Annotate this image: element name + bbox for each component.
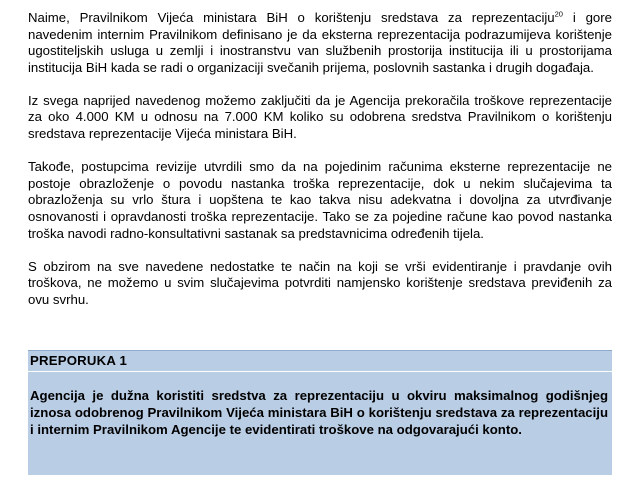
recommendation-title: PREPORUKA 1 <box>30 353 127 368</box>
document-body <box>28 10 612 325</box>
paragraph-4: S obzirom na sve navedene nedostatke te način na koji se vrši evidentiranje i pravdanje ovih troškova, ne možemo u svim slučajevima potvrditi namjensko korištenje sredstava previđenih za ovu svrhu. <box>28 258 612 307</box>
paragraph-2: Iz svega naprijed navedenog možemo zaključiti da je Agencija prekoračila troškove reprezentacije za oko 4.000 KM u odnosu na 7.000 KM koliko su odobrena sredstva Pravilnikom o korištenju sredstava reprezentacije Vijeća ministara BiH. <box>28 92 612 142</box>
recommendation-box <box>28 350 612 475</box>
paragraph-1-text-start: Naime, Pravilnikom Vijeća ministara BiH o korištenju sredstava za reprezentaciju <box>28 10 555 25</box>
paragraph-1-text-end: i gore navedenim internim Pravilnikom definisano je da eksterna reprezentacija podrazumijeva korištenje ugostiteljskih usluga u zemlji i inostranstvu van službenih prostorija institucija ili u prostorijama institucija BiH kada se radi o organizaciji svečanih prijema, poslovnih sastanka i drugih događaja. <box>28 10 612 75</box>
paragraph-1 <box>28 10 612 76</box>
recommendation-text: Agencija je dužna koristiti sredstva za reprezentaciju u okviru maksimalnog godišnjeg iznosa odobrenog Pravilnikom Vijeća ministara BiH o korištenju sredstava za reprezentaciju i internim Pravilnikom Agencije te evidentirati troškove na odgovarajući konto. <box>30 388 608 437</box>
footnote-reference[interactable]: 20 <box>554 9 563 19</box>
paragraph-3: Takođe, postupcima revizije utvrdili smo da na pojedinim računima eksterne reprezentacije ne postoje obrazloženje o povodu nastanka troška reprezentacije, dok u nekim slučajevima ta obrazloženja su vrlo štura i uopštena te kao takva nisu adekvatna i dovoljna za utvrđivanje osnovanosti i opravdanosti troška reprezentacije. Tako se za pojedine račune kao povod nastanka troška navodi radno-konsultativni sastanak sa predstavnicima određenih tijela. <box>28 159 612 241</box>
recommendation-divider <box>28 371 612 372</box>
